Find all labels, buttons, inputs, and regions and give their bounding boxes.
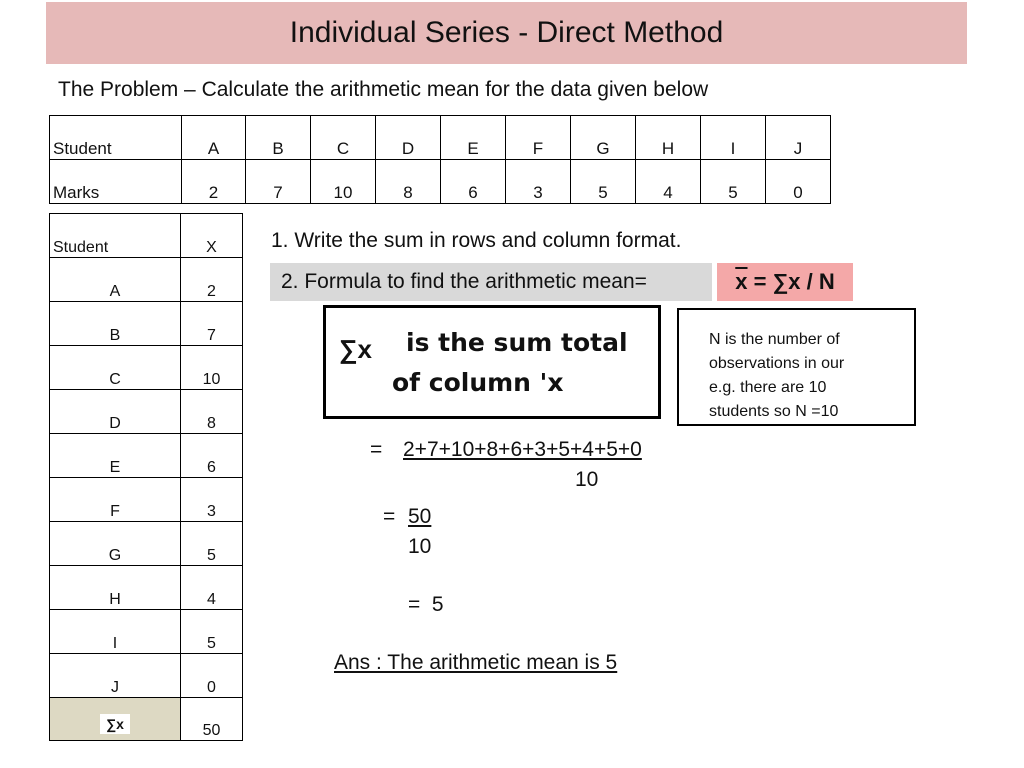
x-value: 6 — [181, 434, 243, 478]
eq1-denominator: 10 — [575, 468, 599, 491]
n-text-line1: N is the number of — [709, 331, 840, 348]
n-text-line3: e.g. there are 10 — [709, 379, 827, 396]
student-name: E — [50, 434, 181, 478]
student-name: A — [50, 258, 181, 302]
table-row — [50, 390, 243, 434]
x-value: 0 — [181, 654, 243, 698]
student-cell: F — [506, 116, 571, 160]
student-column-header: Student — [50, 214, 181, 258]
eq1-numerator: 2+7+10+8+6+3+5+4+5+0 — [403, 438, 642, 461]
sigma-text-line2: of column 'x — [392, 368, 564, 397]
student-name: I — [50, 610, 181, 654]
marks-cell: 5 — [701, 160, 766, 204]
student-name: G — [50, 522, 181, 566]
table-row — [50, 654, 243, 698]
table-row — [50, 258, 243, 302]
step-two: 2. Formula to find the arithmetic mean= — [270, 263, 712, 301]
x-value: 5 — [181, 522, 243, 566]
student-name: H — [50, 566, 181, 610]
x-value: 2 — [181, 258, 243, 302]
formula-rest: = ∑x / N — [747, 269, 835, 294]
student-name: J — [50, 654, 181, 698]
student-name: D — [50, 390, 181, 434]
x-bar-symbol: $\overline{x}$ — [735, 269, 748, 294]
student-cell: B — [246, 116, 311, 160]
marks-cell: 6 — [441, 160, 506, 204]
eq3-result: = 5 — [408, 593, 444, 616]
x-value: 4 — [181, 566, 243, 610]
student-cell: G — [571, 116, 636, 160]
marks-cell: 3 — [506, 160, 571, 204]
step-one: 1. Write the sum in rows and column format. — [271, 229, 682, 252]
x-column-header: X — [181, 214, 243, 258]
sigma-symbol: ∑x — [339, 334, 372, 364]
n-text-line4: students so N =10 — [709, 403, 839, 420]
x-value: 7 — [181, 302, 243, 346]
sigma-text-line1: is the sum total — [406, 328, 628, 357]
table-row — [50, 346, 243, 390]
column-table-header-row — [50, 214, 243, 258]
student-name: B — [50, 302, 181, 346]
eq2-sign: = — [383, 505, 396, 528]
marks-cell: 7 — [246, 160, 311, 204]
x-value: 5 — [181, 610, 243, 654]
marks-header: Marks — [50, 160, 182, 204]
table-row — [50, 610, 243, 654]
total-value: 50 — [181, 698, 243, 741]
student-cell: J — [766, 116, 831, 160]
student-row — [50, 116, 831, 160]
student-cell: E — [441, 116, 506, 160]
n-text-line2: observations in our — [709, 355, 845, 372]
eq1-sign: = — [370, 438, 383, 461]
marks-cell: 0 — [766, 160, 831, 204]
title-bar — [46, 2, 967, 64]
eq2-numerator: 50 — [408, 505, 432, 528]
marks-cell: 4 — [636, 160, 701, 204]
marks-cell: 8 — [376, 160, 441, 204]
n-definition-box — [677, 308, 916, 426]
student-name: F — [50, 478, 181, 522]
problem-statement: The Problem – Calculate the arithmetic mean for the data given below — [58, 78, 709, 101]
marks-row — [50, 160, 831, 204]
student-cell: H — [636, 116, 701, 160]
table-row — [50, 302, 243, 346]
slide-title: Individual Series - Direct Method — [289, 16, 724, 49]
student-header: Student — [50, 116, 182, 160]
student-cell: I — [701, 116, 766, 160]
marks-cell: 10 — [311, 160, 376, 204]
total-label: ∑x — [100, 714, 130, 734]
mean-formula — [717, 263, 853, 301]
answer-text: Ans : The arithmetic mean is 5 — [334, 651, 618, 674]
x-value: 3 — [181, 478, 243, 522]
table-row — [50, 566, 243, 610]
table-row — [50, 434, 243, 478]
x-value: 8 — [181, 390, 243, 434]
student-cell: A — [182, 116, 246, 160]
sigma-definition-box — [323, 305, 661, 419]
marks-cell: 2 — [182, 160, 246, 204]
total-row — [50, 698, 243, 741]
data-table — [49, 115, 831, 204]
table-row — [50, 522, 243, 566]
student-cell: D — [376, 116, 441, 160]
total-label-cell — [50, 698, 181, 741]
x-value: 10 — [181, 346, 243, 390]
student-name: C — [50, 346, 181, 390]
eq2-denominator: 10 — [408, 535, 432, 558]
column-table — [49, 213, 243, 741]
student-cell: C — [311, 116, 376, 160]
table-row — [50, 478, 243, 522]
marks-cell: 5 — [571, 160, 636, 204]
